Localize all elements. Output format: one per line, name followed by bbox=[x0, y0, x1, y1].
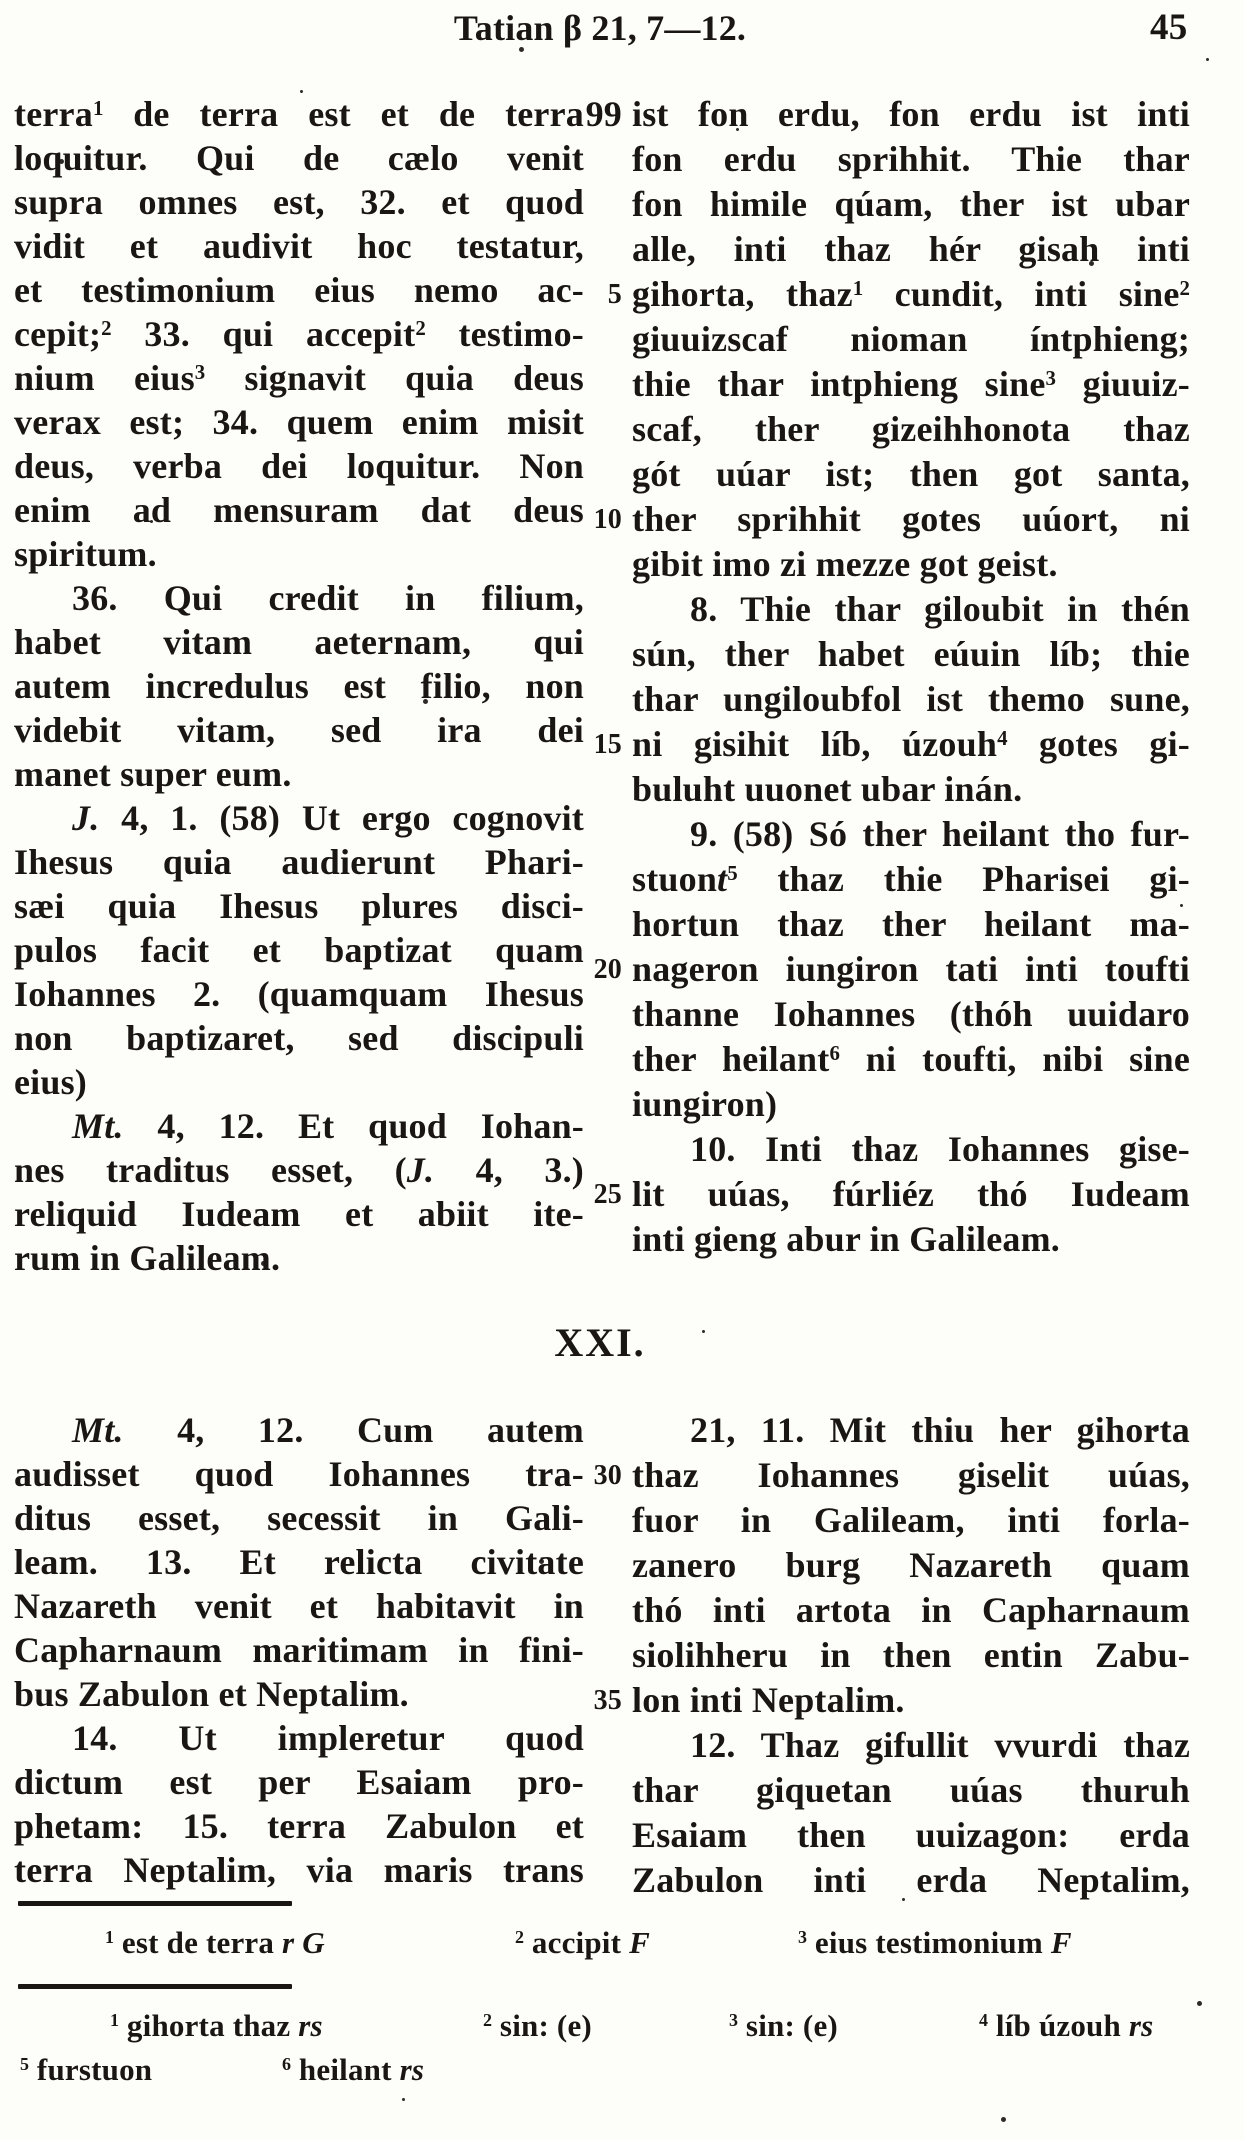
text-segment: 10. Inti thaz Iohannes gise- bbox=[690, 1129, 1190, 1169]
text-line bbox=[14, 1148, 584, 1192]
text-line bbox=[632, 1172, 1190, 1217]
text-segment: rs bbox=[298, 2008, 323, 2043]
text-line bbox=[632, 1678, 1190, 1723]
text-segment: sin: (e) bbox=[491, 2008, 592, 2043]
text-segment: eius testimonium bbox=[806, 1925, 1051, 1960]
gutter-line-number: 10 bbox=[593, 504, 622, 535]
gutter-line-number: 99 bbox=[585, 94, 622, 134]
footnote-reference-mark: 1 bbox=[110, 2010, 119, 2031]
footnote-reference-mark: 2 bbox=[483, 2010, 492, 2031]
text-segment: terra bbox=[14, 94, 93, 134]
text-segment: J. bbox=[406, 1150, 435, 1190]
footnote-separator-rule-1 bbox=[18, 1901, 292, 1906]
text-segment: deus, verba dei loquitur. Non bbox=[14, 446, 584, 486]
text-segment: 8. Thie thar giloubit in thén bbox=[690, 589, 1190, 629]
text-segment: 36. Qui credit in filium, bbox=[72, 578, 584, 618]
footnote-row-german-1 bbox=[0, 2006, 1244, 2048]
text-segment: iungiron) bbox=[632, 1084, 778, 1124]
footnote-row-german-2 bbox=[0, 2050, 1244, 2092]
footnote-reference-mark: 6 bbox=[829, 1040, 840, 1065]
text-segment: nes traditus esset, ( bbox=[14, 1150, 407, 1190]
text-line bbox=[632, 92, 1190, 137]
text-segment: stuon bbox=[632, 859, 718, 899]
text-segment: et testimonium eius nemo ac- bbox=[14, 270, 584, 310]
gutter-line-numbers-upper bbox=[582, 92, 624, 1272]
text-segment: thaz thie Pharisei gi- bbox=[737, 859, 1190, 899]
text-segment: dictum est per Esaiam pro- bbox=[14, 1762, 584, 1802]
text-segment: 4, 12. Et quod Iohan- bbox=[123, 1106, 584, 1146]
text-line bbox=[632, 632, 1190, 677]
text-segment: leam. 13. Et relicta civitate bbox=[14, 1542, 584, 1582]
text-line bbox=[14, 180, 584, 224]
footnote-entry bbox=[798, 1923, 1072, 1967]
text-segment: 4, 3.) bbox=[434, 1150, 584, 1190]
text-line bbox=[632, 1498, 1190, 1543]
text-line bbox=[14, 1628, 584, 1672]
text-segment: lon inti Neptalim. bbox=[632, 1680, 905, 1720]
text-line bbox=[14, 488, 584, 532]
text-line bbox=[14, 972, 584, 1016]
text-line bbox=[14, 928, 584, 972]
text-segment: gót uúar ist; then got santa, bbox=[632, 454, 1190, 494]
text-segment: signavit quia deus bbox=[205, 358, 584, 398]
text-line bbox=[632, 1813, 1190, 1858]
text-line bbox=[14, 444, 584, 488]
text-segment: alle, inti thaz hér gisah inti bbox=[632, 229, 1190, 269]
text-line bbox=[632, 542, 1190, 587]
text-line bbox=[632, 1588, 1190, 1633]
text-segment: verax est; 34. quem enim misit bbox=[14, 402, 584, 442]
text-line bbox=[14, 1716, 584, 1760]
text-segment: hortun thaz ther heilant ma- bbox=[632, 904, 1190, 944]
text-line bbox=[14, 664, 584, 708]
text-segment: rs bbox=[399, 2052, 425, 2087]
text-line bbox=[14, 92, 584, 136]
footnote-row-latin bbox=[0, 1923, 1244, 1965]
text-segment: r G bbox=[282, 1925, 325, 1960]
text-segment: spiritum. bbox=[14, 534, 157, 574]
text-segment: rs bbox=[1128, 2008, 1154, 2043]
text-segment: eius) bbox=[14, 1062, 87, 1102]
text-segment: ni toufti, nibi sine bbox=[839, 1039, 1190, 1079]
text-line bbox=[14, 1016, 584, 1060]
text-segment: de terra est et de terra bbox=[103, 94, 584, 134]
text-segment: cepit; bbox=[14, 314, 102, 354]
text-segment: Ihesus quia audierunt Phari- bbox=[14, 842, 584, 882]
text-line bbox=[14, 136, 584, 180]
text-segment: Zabulon inti erda Neptalim, bbox=[632, 1860, 1190, 1900]
footnote-reference-mark: 4 bbox=[979, 2010, 988, 2031]
text-segment: accipit bbox=[523, 1925, 630, 1960]
text-line bbox=[632, 677, 1190, 722]
footnote-reference-mark: 1 bbox=[92, 95, 104, 120]
text-segment: videbit vitam, sed ira dei bbox=[14, 710, 584, 750]
text-segment: ni gisihit líb, úzouh bbox=[632, 724, 998, 764]
text-line bbox=[632, 1453, 1190, 1498]
footnote-reference-mark: 5 bbox=[20, 2054, 29, 2075]
text-segment: gibit imo zi mezze got geist. bbox=[632, 544, 1058, 584]
text-line bbox=[14, 1848, 584, 1892]
footnote-reference-mark: 3 bbox=[729, 2010, 738, 2031]
text-segment: F bbox=[629, 1925, 650, 1960]
footnote-entry bbox=[515, 1923, 650, 1967]
text-segment: gihorta, thaz bbox=[632, 274, 853, 314]
text-segment: giuuizscaf nioman íntphieng; bbox=[632, 319, 1190, 359]
text-line bbox=[632, 812, 1190, 857]
text-line bbox=[632, 1037, 1190, 1082]
footnote-reference-mark: 3 bbox=[798, 1927, 807, 1948]
text-line bbox=[14, 268, 584, 312]
text-line bbox=[14, 1760, 584, 1804]
footnote-reference-mark: 1 bbox=[105, 1927, 114, 1948]
text-segment: sún, ther habet eúuin líb; thie bbox=[632, 634, 1190, 674]
text-segment: non baptizaret, sed discipuli bbox=[14, 1018, 584, 1058]
text-segment: phetam: 15. terra Zabulon et bbox=[14, 1806, 584, 1846]
footnote-reference-mark: 3 bbox=[1045, 365, 1056, 390]
text-segment: Esaiam then uuizagon: erda bbox=[632, 1815, 1190, 1855]
text-line bbox=[14, 1540, 584, 1584]
text-line bbox=[632, 362, 1190, 407]
text-segment: 9. (58) Só ther heilant tho fur- bbox=[690, 814, 1190, 854]
text-segment: sæi quia Ihesus plures disci- bbox=[14, 886, 584, 926]
gutter-line-number: 35 bbox=[593, 1685, 622, 1716]
footnote-reference-mark: 2 bbox=[515, 1927, 524, 1948]
text-segment: audisset quod Iohannes tra- bbox=[14, 1454, 584, 1494]
text-segment: bus Zabulon et Neptalim. bbox=[14, 1674, 409, 1714]
footnote-reference-mark: 3 bbox=[194, 359, 206, 384]
text-segment: Nazareth venit et habitavit in bbox=[14, 1586, 584, 1626]
text-segment: 4, 1. (58) Ut ergo cognovit bbox=[99, 798, 584, 838]
text-segment: sin: (e) bbox=[737, 2008, 838, 2043]
text-segment: nageron iungiron tati inti toufti bbox=[632, 949, 1190, 989]
scan-noise-speckles bbox=[0, 0, 3, 3]
footnote-entry bbox=[483, 2006, 592, 2050]
text-line bbox=[14, 1496, 584, 1540]
footnote-entry bbox=[979, 2006, 1153, 2050]
footnote-entry bbox=[20, 2050, 152, 2094]
footnote-reference-mark: 2 bbox=[101, 315, 112, 340]
text-line bbox=[632, 1408, 1190, 1453]
text-line bbox=[632, 722, 1190, 767]
latin-column-upper bbox=[14, 92, 584, 1280]
text-segment: manet super eum. bbox=[14, 754, 292, 794]
text-line bbox=[14, 1236, 584, 1280]
section-heading: XXI. bbox=[554, 1320, 646, 1365]
text-line bbox=[14, 1452, 584, 1496]
text-line bbox=[14, 708, 584, 752]
text-line bbox=[14, 532, 584, 576]
text-segment: supra omnes est, 32. et quod bbox=[14, 182, 584, 222]
text-line bbox=[632, 1633, 1190, 1678]
footnote-separator-rule-2 bbox=[18, 1984, 292, 1989]
text-line bbox=[14, 884, 584, 928]
text-line bbox=[14, 1672, 584, 1716]
running-header-title: Tatian β 21, 7—12. bbox=[453, 8, 747, 48]
footnote-reference-mark: 5 bbox=[727, 860, 738, 885]
footnote-reference-mark: 6 bbox=[282, 2054, 291, 2075]
text-segment: giuuiz- bbox=[1055, 364, 1190, 404]
text-segment: 4, 12. Cum autem bbox=[123, 1410, 584, 1450]
text-segment: zanero burg Nazareth quam bbox=[632, 1545, 1190, 1585]
text-line bbox=[632, 992, 1190, 1037]
gutter-line-number: 20 bbox=[593, 954, 622, 985]
text-segment: gotes gi- bbox=[1007, 724, 1190, 764]
text-line bbox=[632, 1858, 1190, 1903]
text-line bbox=[632, 407, 1190, 452]
text-segment: inti gieng abur in Galileam. bbox=[632, 1219, 1060, 1259]
gutter-line-number: 30 bbox=[593, 1460, 622, 1491]
text-line bbox=[632, 857, 1190, 902]
text-segment: scaf, ther gizeihhonota thaz bbox=[632, 409, 1190, 449]
text-line bbox=[14, 1584, 584, 1628]
text-segment: autem incredulus est filio, non bbox=[14, 666, 584, 706]
text-segment: Mt. bbox=[72, 1410, 124, 1450]
text-segment: pulos facit et baptizat quam bbox=[14, 930, 584, 970]
text-segment: enim ad mensuram dat deus bbox=[14, 490, 584, 530]
gutter-line-number: 15 bbox=[593, 729, 622, 760]
text-segment: Iohannes 2. (quamquam Ihesus bbox=[14, 974, 584, 1014]
german-column-upper bbox=[632, 92, 1190, 1262]
text-segment: heilant bbox=[290, 2052, 400, 2087]
text-segment: thie thar intphieng sine bbox=[632, 364, 1046, 404]
text-segment: cundit, inti sine bbox=[863, 274, 1180, 314]
text-segment: ditus esset, secessit in Gali- bbox=[14, 1498, 584, 1538]
footnote-entry bbox=[729, 2006, 838, 2050]
text-line bbox=[14, 400, 584, 444]
text-segment: gihorta thaz bbox=[118, 2008, 299, 2043]
text-line bbox=[632, 497, 1190, 542]
text-line bbox=[14, 840, 584, 884]
text-line bbox=[14, 1804, 584, 1848]
text-line bbox=[14, 356, 584, 400]
text-segment: thanne Iohannes (thóh uuidaro bbox=[632, 994, 1190, 1034]
text-segment: ther sprihhit gotes uúort, ni bbox=[632, 499, 1190, 539]
german-column-lower bbox=[632, 1408, 1190, 1903]
gutter-line-number: 25 bbox=[593, 1179, 622, 1210]
footnote-reference-mark: 2 bbox=[415, 315, 426, 340]
gutter-line-number: 5 bbox=[607, 279, 622, 310]
text-line bbox=[632, 1217, 1190, 1262]
text-segment: reliquid Iudeam et abiit ite- bbox=[14, 1194, 584, 1234]
text-segment: est de terra bbox=[113, 1925, 283, 1960]
footnote-entry bbox=[282, 2050, 424, 2094]
text-segment: testimo- bbox=[425, 314, 584, 354]
text-segment: ther heilant bbox=[632, 1039, 830, 1079]
text-segment: loquitur. Qui de cælo venit bbox=[14, 138, 584, 178]
text-segment: nium eius bbox=[14, 358, 195, 398]
text-segment: thó inti artota in Capharnaum bbox=[632, 1590, 1190, 1630]
text-segment: habet vitam aeternam, qui bbox=[14, 622, 584, 662]
text-line bbox=[14, 576, 584, 620]
text-line bbox=[632, 227, 1190, 272]
text-segment: Mt. bbox=[72, 1106, 124, 1146]
text-segment: vidit et audivit hoc testatur, bbox=[14, 226, 584, 266]
page-number: 45 bbox=[1150, 7, 1188, 48]
text-line bbox=[632, 1723, 1190, 1768]
text-segment: líb úzouh bbox=[987, 2008, 1129, 2043]
text-line bbox=[632, 182, 1190, 227]
text-segment: thar ungiloubfol ist themo sune, bbox=[632, 679, 1190, 719]
text-line bbox=[14, 312, 584, 356]
text-line bbox=[632, 767, 1190, 812]
text-segment: t bbox=[717, 859, 728, 899]
text-line bbox=[632, 272, 1190, 317]
text-line bbox=[14, 620, 584, 664]
text-segment: fon himile qúam, ther ist ubar bbox=[632, 184, 1190, 224]
text-line bbox=[632, 947, 1190, 992]
text-line bbox=[14, 224, 584, 268]
text-segment: 12. Thaz gifullit vvurdi thaz bbox=[690, 1725, 1190, 1765]
text-segment: rum in Galileam. bbox=[14, 1238, 281, 1278]
text-segment: lit uúas, fúrliéz thó Iudeam bbox=[632, 1174, 1190, 1214]
text-segment: Capharnaum maritimam in fini- bbox=[14, 1630, 584, 1670]
text-line bbox=[14, 796, 584, 840]
text-line bbox=[632, 1543, 1190, 1588]
text-segment: ist fon erdu, fon erdu ist inti bbox=[632, 94, 1190, 134]
text-segment: 33. qui accepit bbox=[111, 314, 416, 354]
text-segment: F bbox=[1050, 1925, 1072, 1960]
footnote-reference-mark: 2 bbox=[1179, 275, 1190, 300]
text-segment: 21, 11. Mit thiu her gihorta bbox=[690, 1410, 1190, 1450]
footnote-entry bbox=[110, 2006, 323, 2050]
text-segment: terra Neptalim, via maris trans bbox=[14, 1850, 584, 1890]
text-line bbox=[14, 1408, 584, 1452]
text-segment: fon erdu sprihhit. Thie thar bbox=[632, 139, 1190, 179]
text-segment: buluht uuonet ubar inán. bbox=[632, 769, 1023, 809]
text-segment: 14. Ut impleretur quod bbox=[72, 1718, 584, 1758]
text-line bbox=[632, 452, 1190, 497]
text-line bbox=[632, 1082, 1190, 1127]
text-line bbox=[14, 1192, 584, 1236]
text-segment: furstuon bbox=[28, 2052, 153, 2087]
text-segment: thaz Iohannes giselit uúas, bbox=[632, 1455, 1190, 1495]
text-line bbox=[632, 587, 1190, 632]
text-line bbox=[14, 752, 584, 796]
text-line bbox=[632, 137, 1190, 182]
text-segment: siolihheru in then entin Zabu- bbox=[632, 1635, 1190, 1675]
text-line bbox=[14, 1104, 584, 1148]
text-line bbox=[14, 1060, 584, 1104]
footnote-entry bbox=[105, 1923, 325, 1967]
footnote-reference-mark: 4 bbox=[997, 725, 1008, 750]
footnote-reference-mark: 1 bbox=[852, 275, 864, 300]
text-segment: fuor in Galileam, inti forla- bbox=[632, 1500, 1190, 1540]
text-line bbox=[632, 317, 1190, 362]
text-segment: thar giquetan uúas thuruh bbox=[632, 1770, 1190, 1810]
text-line bbox=[632, 902, 1190, 947]
gutter-line-numbers-lower bbox=[582, 1408, 624, 1868]
text-line bbox=[632, 1768, 1190, 1813]
text-line bbox=[632, 1127, 1190, 1172]
text-segment: J. bbox=[72, 798, 100, 838]
latin-column-lower bbox=[14, 1408, 584, 1892]
